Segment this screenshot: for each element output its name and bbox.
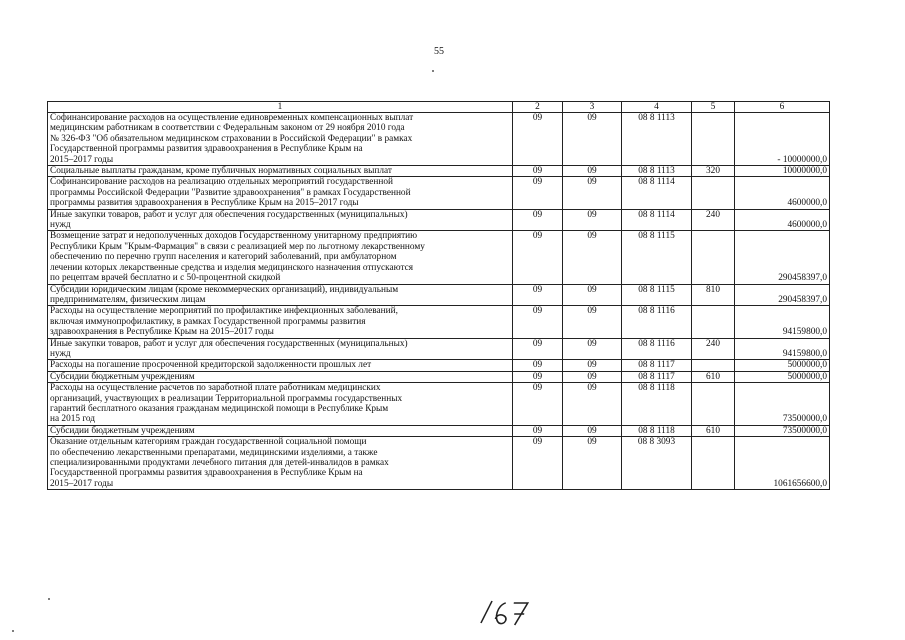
row-section: 09: [513, 166, 563, 177]
row-target-article: 08 8 1117: [622, 371, 692, 382]
row-description: Софинансирование расходов на осуществление единовременных компенсационных выплат медицинским работникам в соответствии с Федеральным законом от 29 ноября 2010 года № 326-ФЗ "Об обязательном медицинском страховании в Российской Федерации" в рамках Государственной программы развития здравоохранения в Республике Крым на 2015–2017 годы: [48, 113, 513, 166]
row-expense-type: [692, 113, 735, 166]
row-section: 09: [513, 113, 563, 166]
row-expense-type: [692, 360, 735, 371]
header-cell: 6: [735, 102, 830, 113]
row-amount: 290458397,0: [735, 231, 830, 284]
table-row: [48, 113, 830, 166]
row-description: Расходы на осуществление расчетов по заработной плате работникам медицинских организаций, участвующих в реализации Территориальной программы государственных гарантий бесплатного оказания гражданам медицинской помощи в Республике Крым на 2015 год: [48, 383, 513, 426]
table-row: [48, 231, 830, 284]
row-amount: 94159800,0: [735, 306, 830, 338]
row-section: 09: [513, 338, 563, 360]
row-section: 09: [513, 231, 563, 284]
row-description: Социальные выплаты гражданам, кроме публичных нормативных социальных выплат: [48, 166, 513, 177]
row-section: 09: [513, 383, 563, 426]
row-expense-type: [692, 383, 735, 426]
table-header-row: [48, 102, 830, 113]
header-cell: 2: [513, 102, 563, 113]
row-target-article: 08 8 1118: [622, 425, 692, 436]
row-amount: 73500000,0: [735, 383, 830, 426]
row-description: Расходы на осуществление мероприятий по профилактике инфекционных заболеваний, включая иммунопрофилактику, в рамках Государственной программы развития здравоохранения в Республике Крым на 2015–2017 годы: [48, 306, 513, 338]
row-subsection: 09: [563, 360, 622, 371]
row-amount: - 10000000,0: [735, 113, 830, 166]
row-subsection: 09: [563, 371, 622, 382]
row-subsection: 09: [563, 383, 622, 426]
row-section: 09: [513, 371, 563, 382]
header-cell: 5: [692, 102, 735, 113]
row-section: 09: [513, 306, 563, 338]
page-number: 55: [434, 46, 444, 57]
row-expense-type: [692, 306, 735, 338]
row-expense-type: 240: [692, 209, 735, 231]
row-target-article: 08 8 1117: [622, 360, 692, 371]
scan-speck: [432, 70, 434, 72]
row-description: Иные закупки товаров, работ и услуг для обеспечения государственных (муниципальных) нужд: [48, 338, 513, 360]
row-amount: 1061656600,0: [735, 437, 830, 490]
row-expense-type: 320: [692, 166, 735, 177]
table-row: [48, 371, 830, 382]
row-target-article: 08 8 1113: [622, 166, 692, 177]
row-amount: 290458397,0: [735, 284, 830, 306]
row-description: Субсидии бюджетным учреждениям: [48, 371, 513, 382]
row-target-article: 08 8 1118: [622, 383, 692, 426]
row-expense-type: 610: [692, 371, 735, 382]
row-amount: 5000000,0: [735, 360, 830, 371]
header-cell: 1: [48, 102, 513, 113]
row-expense-type: [692, 177, 735, 209]
row-subsection: 09: [563, 209, 622, 231]
row-subsection: 09: [563, 425, 622, 436]
row-amount: 10000000,0: [735, 166, 830, 177]
row-subsection: 09: [563, 166, 622, 177]
table-row: [48, 284, 830, 306]
row-subsection: 09: [563, 284, 622, 306]
row-amount: 73500000,0: [735, 425, 830, 436]
row-section: 09: [513, 209, 563, 231]
row-expense-type: 610: [692, 425, 735, 436]
table-row: [48, 437, 830, 490]
row-expense-type: [692, 231, 735, 284]
row-section: 09: [513, 284, 563, 306]
row-subsection: 09: [563, 306, 622, 338]
table-row: [48, 360, 830, 371]
table-row: [48, 177, 830, 209]
row-expense-type: 810: [692, 284, 735, 306]
row-description: Возмещение затрат и недополученных доходов Государственному унитарному предприятию Республики Крым "Крым-Фармация" в связи с реализацией мер по льготному лекарственному обеспечению по перечню групп населения и категорий заболеваний, при амбулаторном лечении которых лекарственные средства и изделия медицинского назначения отпускаются по рецептам врачей бесплатно и с 50-процентной скидкой: [48, 231, 513, 284]
row-amount: 94159800,0: [735, 338, 830, 360]
row-target-article: 08 8 1115: [622, 284, 692, 306]
row-section: 09: [513, 425, 563, 436]
row-amount: 4600000,0: [735, 177, 830, 209]
row-description: Расходы на погашение просроченной кредиторской задолженности прошлых лет: [48, 360, 513, 371]
row-target-article: 08 8 1114: [622, 209, 692, 231]
row-amount: 5000000,0: [735, 371, 830, 382]
row-expense-type: 240: [692, 338, 735, 360]
table-row: [48, 209, 830, 231]
scan-speck: [48, 598, 50, 600]
handwritten-signature: [471, 595, 537, 636]
row-target-article: 08 8 1114: [622, 177, 692, 209]
row-section: 09: [513, 360, 563, 371]
row-target-article: 08 8 1116: [622, 306, 692, 338]
row-description: Софинансирование расходов на реализацию отдельных мероприятий государственной программы Российской Федерации "Развитие здравоохранения" в рамках Государственной программы развития здравоохранения в Республике Крым на 2015–2017 годы: [48, 177, 513, 209]
row-description: Субсидии бюджетным учреждениям: [48, 425, 513, 436]
row-subsection: 09: [563, 338, 622, 360]
row-subsection: 09: [563, 113, 622, 166]
table-row: [48, 425, 830, 436]
row-target-article: 08 8 1116: [622, 338, 692, 360]
budget-table: [47, 101, 830, 490]
row-description: Иные закупки товаров, работ и услуг для обеспечения государственных (муниципальных) нужд: [48, 209, 513, 231]
table-row: [48, 306, 830, 338]
handwritten-number-mark: [472, 595, 537, 629]
table-row: [48, 338, 830, 360]
row-target-article: 08 8 1115: [622, 231, 692, 284]
header-cell: 3: [563, 102, 622, 113]
row-section: 09: [513, 437, 563, 490]
table-row: [48, 383, 830, 426]
row-expense-type: [692, 437, 735, 490]
row-subsection: 09: [563, 437, 622, 490]
row-description: Субсидии юридическим лицам (кроме некоммерческих организаций), индивидуальным предпринимателям, физическим лицам: [48, 284, 513, 306]
header-cell: 4: [622, 102, 692, 113]
row-description: Оказание отдельным категориям граждан государственной социальной помощи по обеспечению лекарственными препаратами, медицинскими изделиями, а также специализированными продуктами лечебного питания для детей-инвалидов в рамках Государственной программы развития здравоохранения в Республике Крым на 2015–2017 годы: [48, 437, 513, 490]
row-target-article: 08 8 1113: [622, 113, 692, 166]
row-section: 09: [513, 177, 563, 209]
scan-speck: [12, 630, 14, 632]
row-target-article: 08 8 3093: [622, 437, 692, 490]
table-row: [48, 166, 830, 177]
row-amount: 4600000,0: [735, 209, 830, 231]
row-subsection: 09: [563, 177, 622, 209]
row-subsection: 09: [563, 231, 622, 284]
